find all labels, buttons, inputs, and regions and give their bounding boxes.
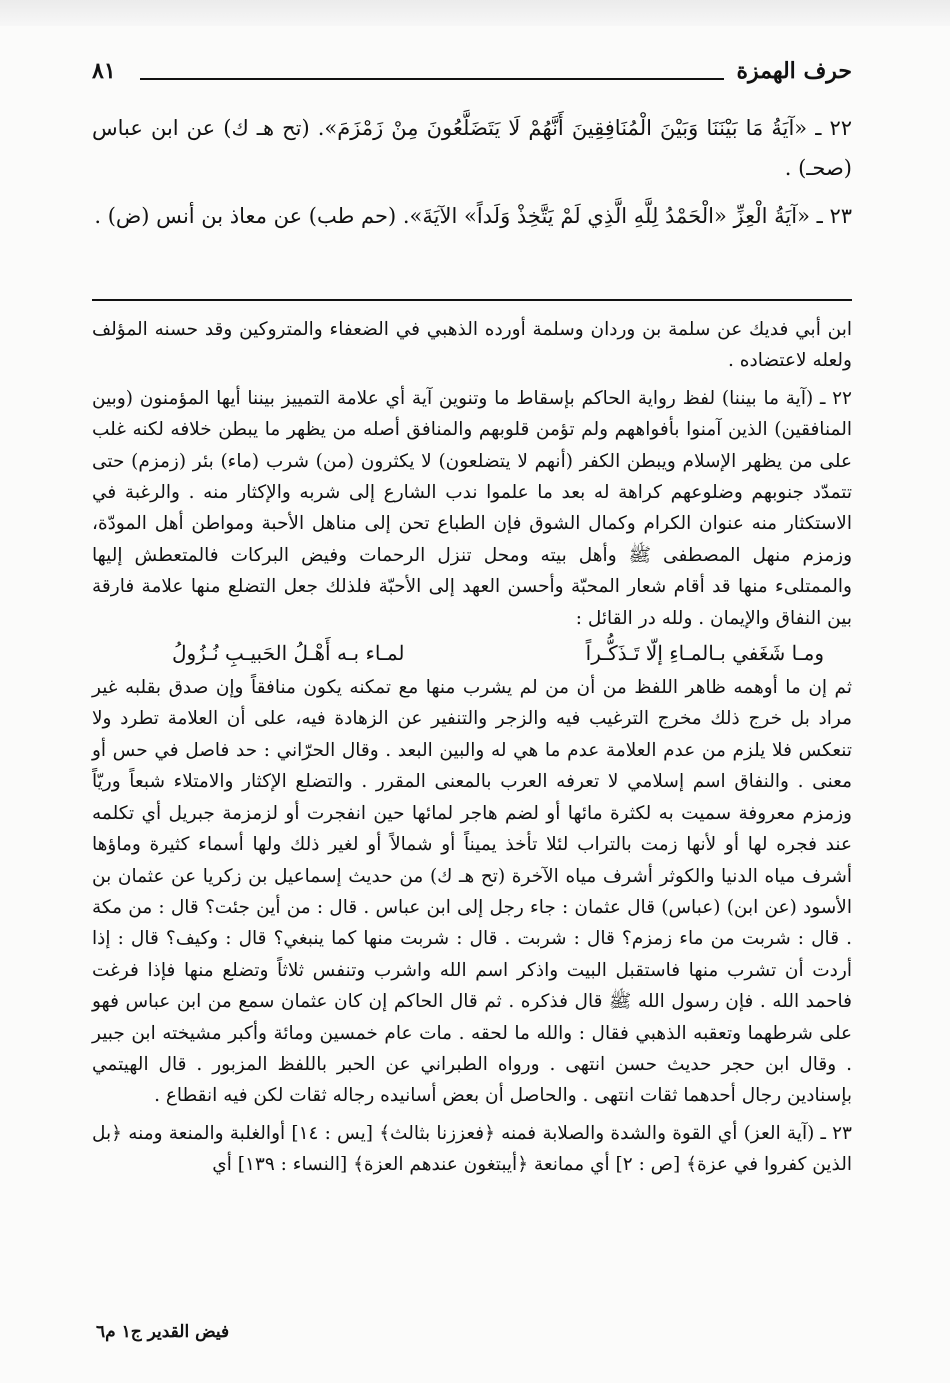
- scan-edge: [0, 0, 950, 26]
- hadith-text: «آيَةُ مَا بَيْنَنَا وَبَيْنَ الْمُنَافِقِينَ أَنَّهُمْ لَا يَتَضَلَّعُونَ مِنْ زَمْزَمَ».: [317, 116, 808, 140]
- footer-signature: فيض القدير ج١ م٦: [96, 1322, 230, 1342]
- commentary-para-22: ٢٢ ـ (آية ما بيننا) لفظ رواية الحاكم بإسقاط ما وتنوين آية أي علامة التمييز بيننا أيها المؤمنون (وبين المنافقين) الذين آمنوا بأفواههم ولم تؤمن قلوبهم والمنافق أصله من يظهر ما يبطن خلافه لكنه غلب على من يظهر الإسلام ويبطن الكفر (أنهم لا يتضلعون) لا يكثرون (من) شرب (ماء) بئر (زمزم) حتى تتمدّد جنوبهم وضلوعهم كراهة له بعد ما علموا ندب الشارع إلى شربه والإكثار منه . والرغبة في الاستكثار منه عنوان الكرام وكمال الشوق فإن الطباع تحن إلى مناهل الأحبة ومواطن أهل المودّة، وزمزم منهل المصطفى ﷺ وأهل بيته ومحل تنزل الرحمات وفيض البركات فالمتعطش إليها والممتلىء منها قد أقام شعار المحبّة وأحسن العهد إلى الأحبّة فلذلك جعل التضلع منها علامة فارقة بين النفاق والإيمان . ولله در القائل :: [92, 387, 852, 629]
- verse-second-hemistich: لمـاء بـه أَهْـلُ الحَبيـبِ نُـزُولُ: [172, 641, 405, 666]
- hadith-text: «آيَةُ الْعِزِّ «الْحَمْدُ لِلَّهِ الَّذِي لَمْ يَتَّخِذْ وَلَداً» الآيَةَ».: [402, 204, 810, 228]
- header-rule: [140, 78, 724, 80]
- hadith-source: (حم طب) عن معاذ بن أنس (ض) .: [94, 204, 397, 228]
- poetry-verse: [92, 634, 852, 672]
- commentary: [92, 314, 852, 1181]
- commentary-intro: ابن أبي فديك عن سلمة بن وردان وسلمة أورده الذهبي في الضعفاء والمتروكين وقد حسنه المؤلف ولعله لاعتضاده .: [92, 319, 852, 372]
- section-divider: [92, 299, 852, 301]
- page-number: ٨١: [92, 58, 116, 84]
- hadith-number: ٢٢ ـ: [815, 116, 852, 140]
- commentary-para-after-verse: ثم إن ما أوهمه ظاهر اللفظ من أن من لم يشرب منها مع تمكنه يكون منافقاً وإن صدق بقلبه غير مراد بل خرج ذلك مخرج الترغيب فيه والزجر والتنفير عن الزهادة فيه، على أن العلامة تطرد ولا تنعكس فلا يلزم من عدم العلامة عدم ما هي له والبين البعد . وقال الحرّاني : حد فاصل في حس أو معنى . والنفاق اسم إسلامي لا تعرفه العرب بالمعنى المقرر . والتضلع الإكثار والامتلاء شبعاً وريّاً وزمزم معروفة سميت به لكثرة مائها أو لضم هاجر لمائها حين انفجرت أو لزمزمة جبريل أي تكلمه عند فجره لها أو لأنها زمت بالتراب لئلا تأخذ يميناً أو شمالاً أو لغير ذلك ولها أسماء كثيرة وماؤها أشرف مياه الدنيا والكوثر أشرف مياه الآخرة (تح هـ ك) من حديث إسماعيل بن زكريا عن عثمان بن الأسود (عن ابن) (عباس) قال عثمان : جاء رجل إلى ابن عباس . قال : من أين جئت؟ قال : من مكة . قال : شربت من ماء زمزم؟ قال : شربت . قال : شربت منها كما ينبغي؟ قال : وكيف؟ قال : إذا أردت أن تشرب منها فاستقبل البيت واذكر اسم الله واشرب وتنفس ثلاثاً وتضلع منها فإذا فرغت فاحمد الله . فإن رسول الله ﷺ قال فذكره . ثم قال الحاكم إن كان عثمان سمع من ابن عباس فهو على شرطهما وتعقبه الذهبي فقال : والله ما لحقه . مات عام خمسين ومائة وأكبر مشيخته ابن جبير . وقال ابن حجر حديث حسن انتهى . ورواه الطبراني عن الحبر باللفظ المزبور . قال الهيتمي بإسنادين رجال أحدهما ثقات انتهى . والحاصل أن بعض أسانيده رجاله ثقات لكن فيه انقطاع .: [92, 677, 852, 1107]
- running-header: [92, 58, 852, 92]
- hadith-23: [92, 196, 852, 236]
- header-title: حرف الهمزة: [736, 58, 852, 84]
- hadith-22: [92, 108, 852, 188]
- hadith-source: (تح هـ ك) عن ابن عباس (صحـ) .: [92, 116, 852, 180]
- verse-first-hemistich: ومـا شَغَفي بـالمـاءِ إلّا تَـذَكُّـراً: [585, 641, 824, 666]
- commentary-para-23: ٢٣ ـ (آية العز) أي القوة والشدة والصلابة فمنه ﴿فعززنا بثالث﴾ [يس : ١٤] أوالغلبة والمنعة ومنه ﴿بل الذين كفروا في عزة﴾ [ص : ٢] أي ممانعة ﴿أيبتغون عندهم العزة﴾ [النساء : ١٣٩] أي: [92, 1122, 852, 1176]
- hadith-number: ٢٣ ـ: [816, 204, 852, 228]
